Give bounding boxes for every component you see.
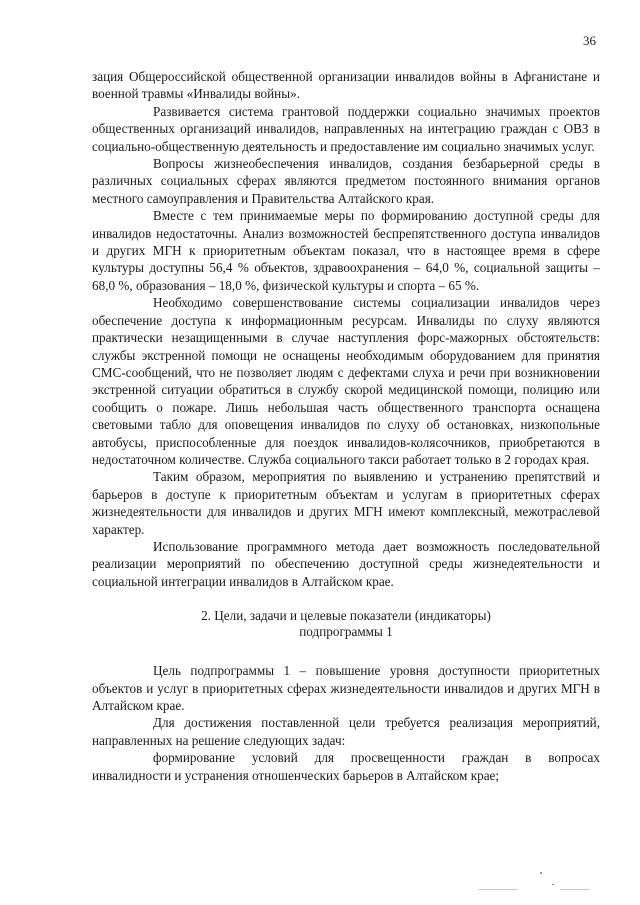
paragraph: Цель подпрограммы 1 – повышение уровня доступности приоритетных объектов и услуг в приоритетных сферах жизнедеятельности инвалидов и других МГН в Алтайском крае. (92, 663, 600, 713)
paragraph-continued: зация Общероссийской общественной организации инвалидов войны в Афганистане и военной травмы «Инвалиды войны». (92, 69, 600, 102)
paragraph: Развивается система грантовой поддержки социально значимых проектов общественных организаций инвалидов, направленных на интеграцию граждан с ОВЗ в социально-общественную деятельность и предоставление им социально значимых услуг. (92, 103, 600, 154)
paragraph: Таким образом, мероприятия по выявлению и устранению препятствий и барьеров в доступе к приоритетным объектам и услугам в приоритетных сферах жизнедеятельности для инвалидов и других МГН имеют комплексный, межотраслевой характер. (92, 469, 600, 537)
paragraph: формирование условий для просвещенности граждан в вопросах инвалидности и устранения отношенческих барьеров в Алтайском крае; (92, 750, 600, 783)
document-body (92, 68, 600, 784)
paragraph: Вопросы жизнеобеспечения инвалидов, создания безбарьерной среды в различных социальных сферах являются предметом постоянного внимания органов местного самоуправления и Правительства Алтайского края. (92, 156, 600, 206)
scan-speck (552, 884, 554, 885)
paragraph: Использование программного метода дает возможность последовательной реализации мероприятий по обеспечению доступной среды жизнедеятельности и социальной интеграции инвалидов в Алтайском крае. (92, 538, 600, 589)
section-heading (92, 608, 600, 640)
section-heading-line-2: подпрограммы 1 (299, 624, 393, 640)
scan-speck (540, 872, 542, 874)
scan-speck (560, 889, 590, 890)
section-heading-line-1: 2. Цели, задачи и целевые показатели (индикаторы) (201, 608, 491, 624)
paragraph: Для достижения поставленной цели требуется реализация мероприятий, направленных на решение следующих задач: (92, 715, 600, 748)
spacer (92, 640, 600, 662)
scan-speck (478, 889, 518, 890)
paragraph: Необходимо совершенствование системы социализации инвалидов через обеспечение доступа к информационным ресурсам. Инвалиды по слуху являются практически незащищенными в случае наступления форс-мажорных обстоятельств: службы экстренной помощи не оснащены необходимым оборудованием для принятия СМС-сообщений, что не позволяет людям с дефектами слуха и речи при возникновении экстренной ситуации обратиться в службу скорой медицинской помощи, полицию или сообщить о пожаре. Лишь небольшая часть общественного транспорта оснащена световыми табло для оповещения инвалидов по слуху об остановках, низкопольные автобусы, приспособленные для поездок инвалидов-колясочников, приобретаются в недостаточном количестве. Служба социального такси работает только в 2 городах края. (92, 295, 600, 467)
page-number: 36 (583, 33, 596, 48)
paragraph: Вместе с тем принимаемые меры по формированию доступной среды для инвалидов недостаточны. Анализ возможностей беспрепятственного доступа инвалидов и других МГН к приоритетным объектам показал, что в настоящее время в сфере культуры доступны 56,4 % объектов, здравоохранения – 64,0 %, социальной защиты – 68,0 %, образования – 18,0 %, физической культуры и спорта – 65 %. (92, 208, 600, 293)
